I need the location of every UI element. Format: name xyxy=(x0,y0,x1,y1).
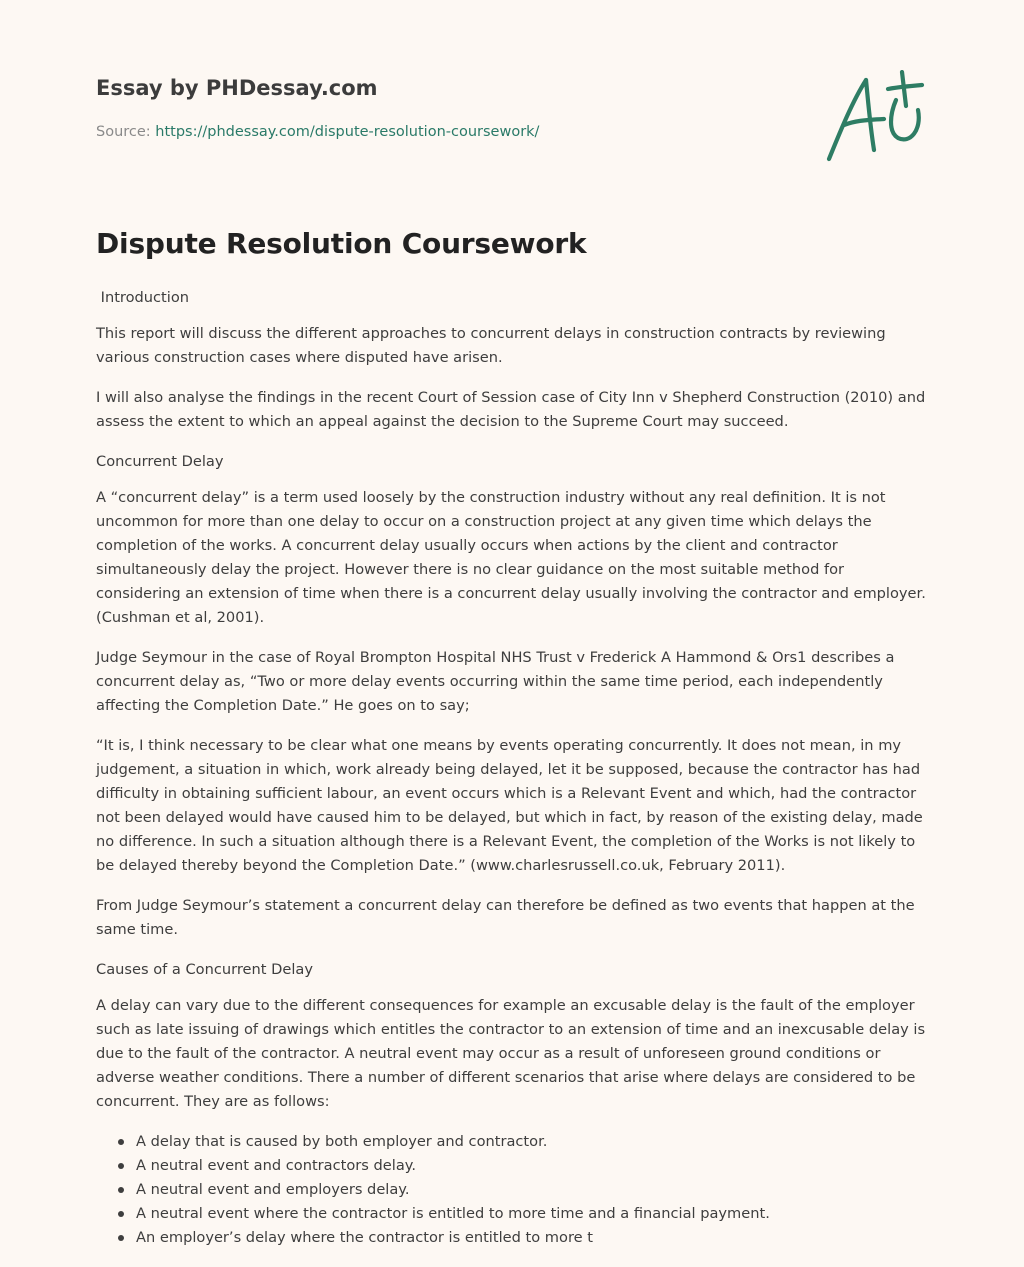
list-item: A delay that is caused by both employer and contractor. xyxy=(136,1130,928,1154)
document-title: Dispute Resolution Coursework xyxy=(96,227,587,260)
a-plus-logo-icon xyxy=(826,70,926,162)
source-line xyxy=(96,124,539,140)
list-item: An employer’s delay where the contractor is entitled to more t xyxy=(136,1226,928,1250)
article-body xyxy=(96,286,928,1250)
paragraph: A delay can vary due to the different consequences for example an excusable delay is the fault of the employer such as late issuing of drawings which entitles the contractor to an extension of time and an inexcusable delay is due to the fault of the contractor. A neutral event may occur as a result of unforeseen ground conditions or adverse weather conditions. There a number of different scenarios that arise where delays are considered to be concurrent. They are as follows: xyxy=(96,997,926,1110)
list-item: A neutral event and contractors delay. xyxy=(136,1154,928,1178)
page xyxy=(96,0,928,1246)
paragraph: From Judge Seymour’s statement a concurrent delay can therefore be defined as two events that happen at the same time. xyxy=(96,897,915,938)
source-link[interactable]: https://phdessay.com/dispute-resolution-coursework/ xyxy=(155,124,540,140)
concurrent-delay-heading: Concurrent Delay xyxy=(96,453,224,470)
paragraph: This report will discuss the different approaches to concurrent delays in construction contracts by reviewing various construction cases where disputed have arisen. xyxy=(96,325,886,366)
introduction-heading: Introduction xyxy=(96,289,190,306)
quote-paragraph: “It is, I think necessary to be clear what one means by events operating concurrently. It does not mean, in my judgement, a situation in which, work already being delayed, let it be supposed, because the contractor has had difficulty in obtaining sufficient labour, an event occurs which is a Relevant Event and which, had the contractor not been delayed would have caused him to be delayed, but which in fact, by reason of the existing delay, made no difference. In such a situation although there is a Relevant Event, the completion of the Works is not likely to be delayed thereby beyond the Completion Date.” (www.charlesrussell.co.uk, February 2011). xyxy=(96,737,923,874)
source-label: Source: xyxy=(96,124,156,140)
paragraph: Judge Seymour in the case of Royal Brompton Hospital NHS Trust v Frederick A Hammond & Ors1 describes a concurrent delay as, “Two or more delay events occurring within the same time period, each independently affecting the Completion Date.” He goes on to say; xyxy=(96,649,895,714)
paragraph: I will also analyse the findings in the recent Court of Session case of City Inn v Shepherd Construction (2010) and assess the extent to which an appeal against the decision to the Supreme Court may succeed. xyxy=(96,389,926,430)
scenario-list xyxy=(96,1130,928,1250)
list-item: A neutral event and employers delay. xyxy=(136,1178,928,1202)
header xyxy=(96,0,928,160)
paragraph: A “concurrent delay” is a term used loosely by the construction industry without any real definition. It is not uncommon for more than one delay to occur on a construction project at any given time which delays the completion of the works. A concurrent delay usually occurs when actions by the client and contractor simultaneously delay the project. However there is no clear guidance on the most suitable method for considering an extension of time when there is a concurrent delay usually involving the contractor and employer. (Cushman et al, 2001). xyxy=(96,489,926,626)
site-title: Essay by PHDessay.com xyxy=(96,76,378,100)
causes-heading: Causes of a Concurrent Delay xyxy=(96,961,313,978)
list-item: A neutral event where the contractor is entitled to more time and a financial payment. xyxy=(136,1202,928,1226)
